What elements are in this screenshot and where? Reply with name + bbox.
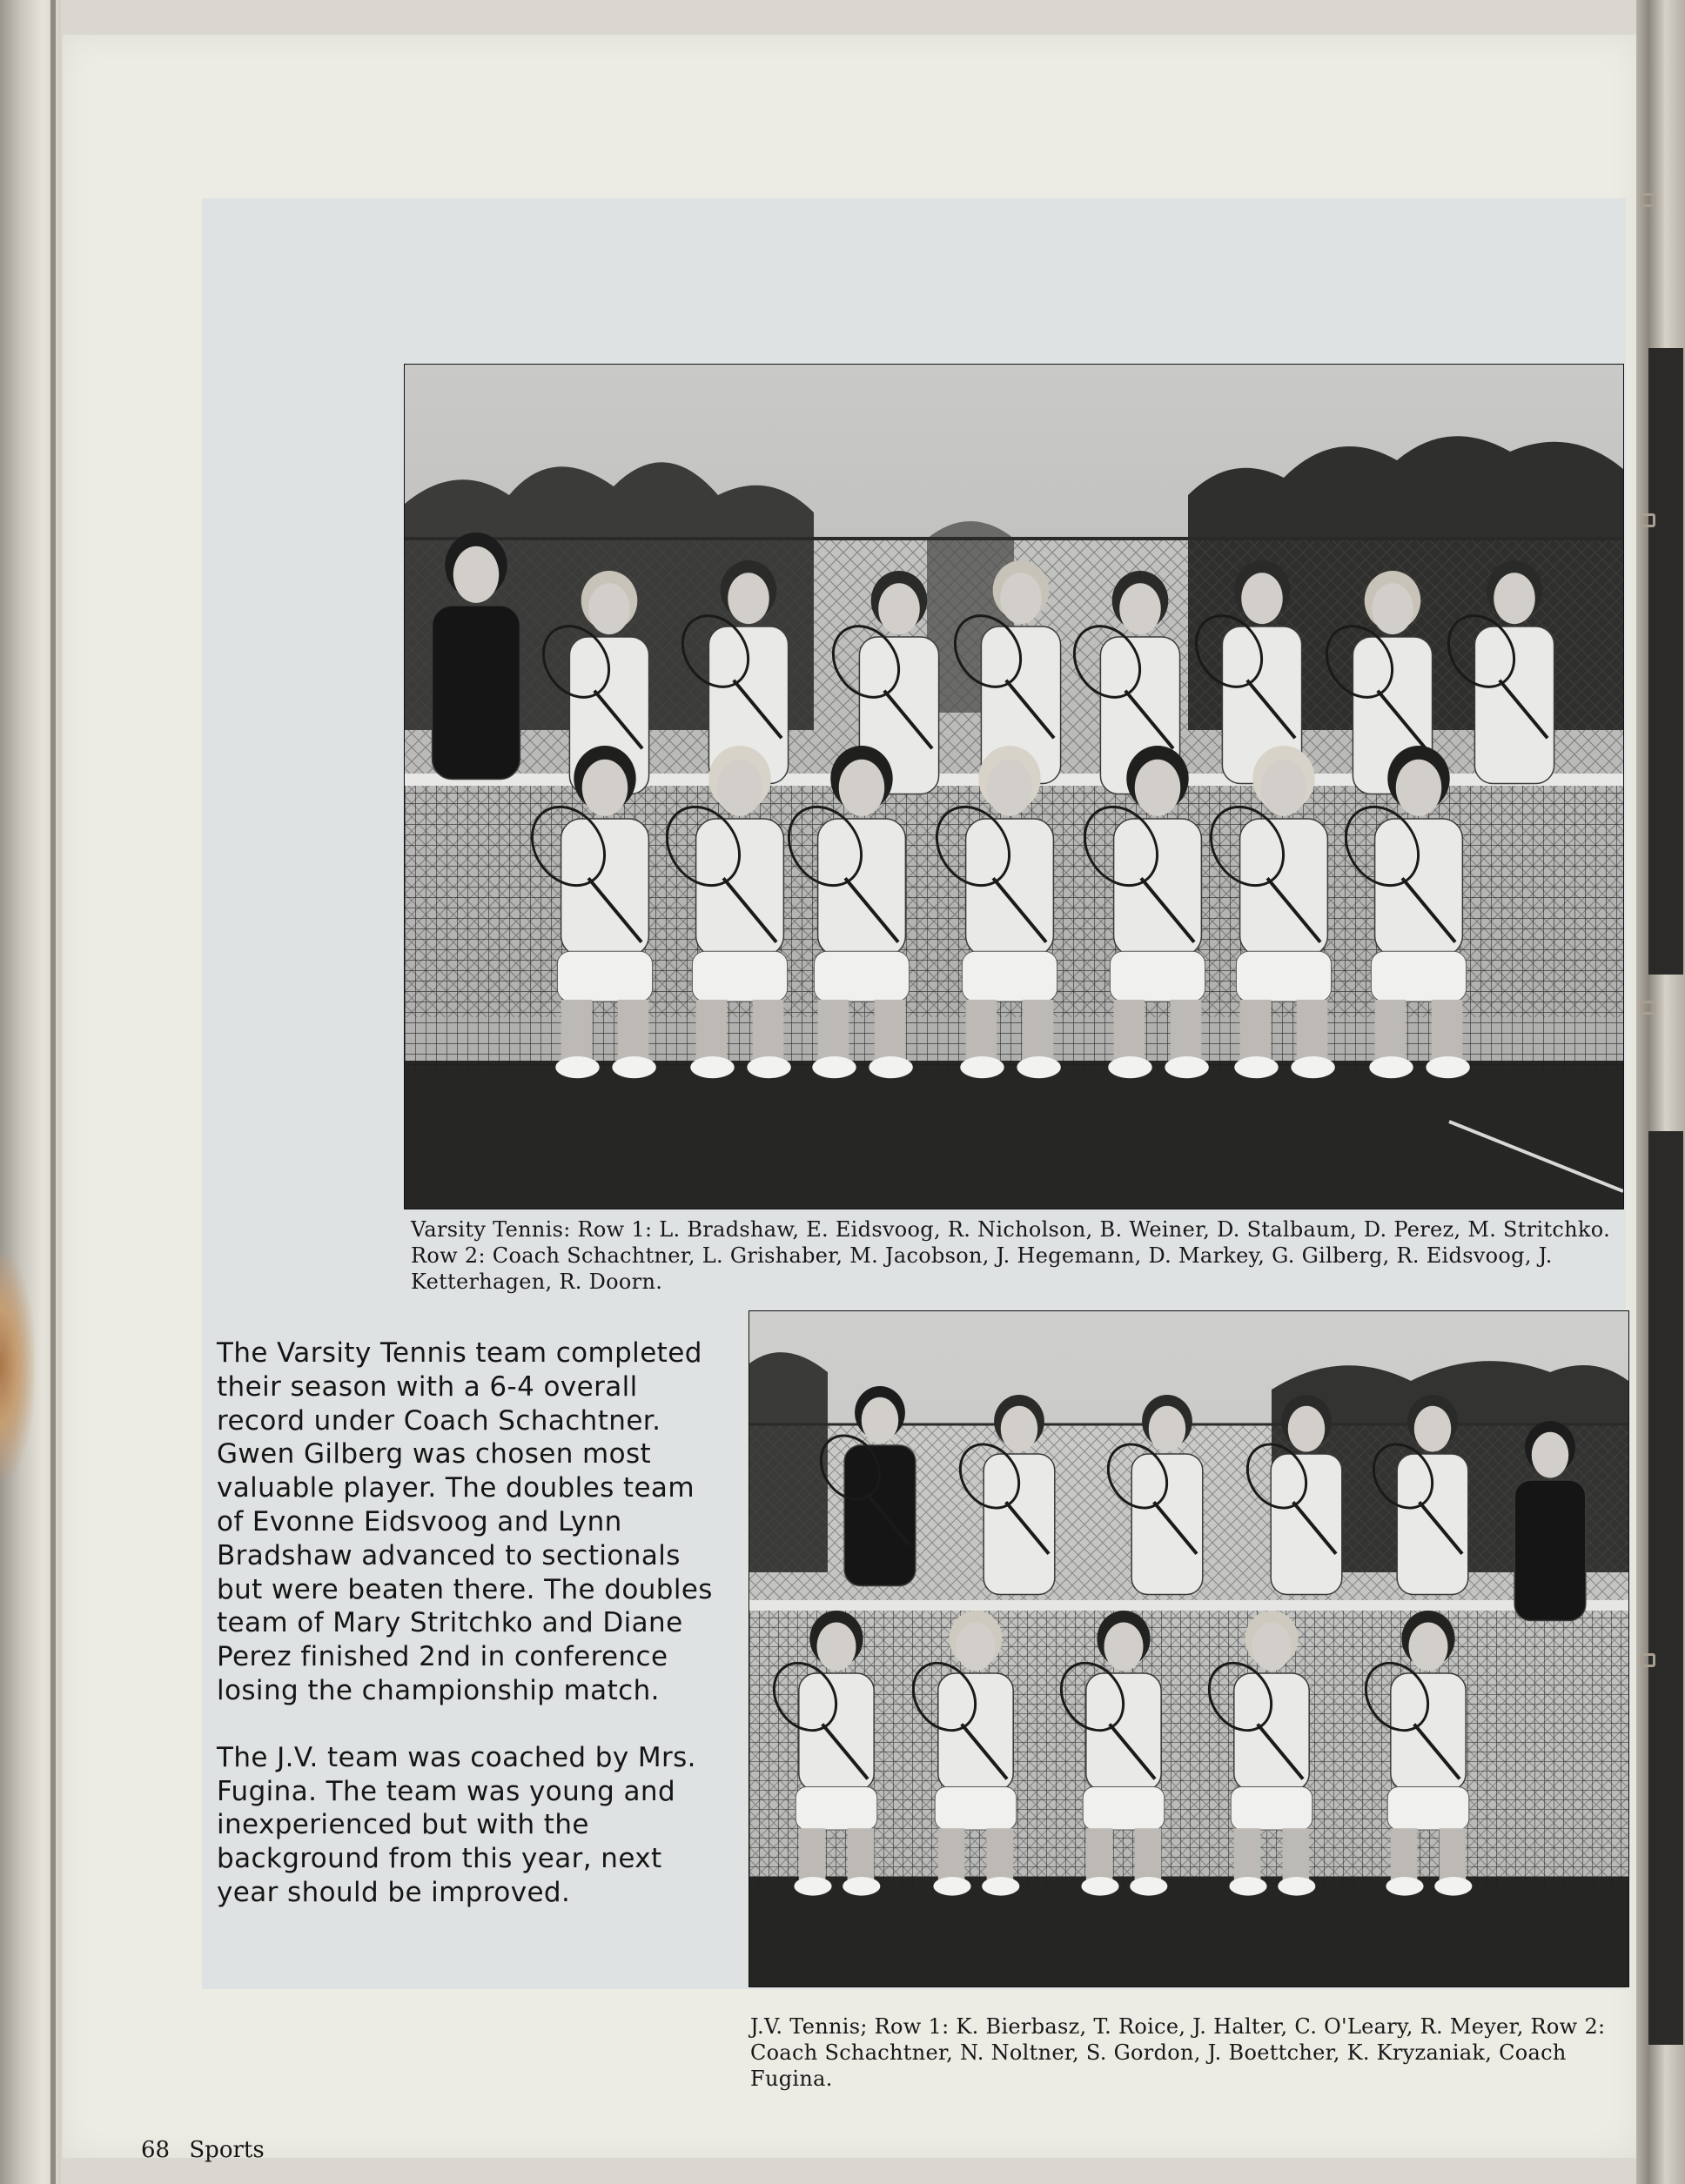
coach-figure: [1514, 1421, 1586, 1621]
page-footer: [141, 2137, 265, 2163]
staple: [1640, 1653, 1655, 1667]
book-spine-left: [0, 0, 61, 2184]
varsity-team-photo-image: [405, 365, 1623, 1209]
varsity-photo-caption: Varsity Tennis: Row 1: L. Bradshaw, E. Eidsvoog, R. Nicholson, B. Weiner, D. Stalbaum, D. Perez, M. Stritchko. Row 2: Coach Schachtner, L. Grishaber, M. Jacobson, J. Hegemann, D. Markey, G. Gilberg, R. Eidsvoog, J. Ketterhagen, R. Doorn.: [411, 1217, 1611, 1294]
facing-page-photo-strip: [1648, 348, 1683, 975]
staple: [1640, 1001, 1655, 1015]
coach-figure: [433, 533, 520, 780]
jv-team-photo: [749, 1310, 1629, 1987]
page-number: 68: [141, 2137, 171, 2163]
varsity-team-photo: [404, 364, 1624, 1209]
jv-photo-caption: J.V. Tennis; Row 1: K. Bierbasz, T. Roice, J. Halter, C. O'Leary, R. Meyer, Row 2: Coach Schachtner, N. Noltner, S. Gordon, J. Boettcher, K. Kryzaniak, Coach Fugina.: [750, 2014, 1606, 2091]
article-paragraph: The Varsity Tennis team completed their season with a 6-4 overall record under Coach Schachtner. Gwen Gilberg was chosen most valuable player. The doubles team of Evonne Eidsvoog and Lynn Bradshaw advanced to sectionals but were beaten there. The doubles team of Mary Stritchko and Diane Perez finished 2nd in conference losing the championship match.: [217, 1337, 713, 1706]
facing-page-edge: [1636, 0, 1685, 2184]
facing-page-photo-strip: [1648, 1131, 1683, 2045]
article-paragraph: The J.V. team was coached by Mrs. Fugina. The team was young and inexperienced but with the background from this year, next year should be improved.: [217, 1741, 696, 1908]
staple: [1640, 513, 1655, 527]
section-label: Sports: [189, 2137, 265, 2163]
staple: [1640, 193, 1655, 207]
article-body: [217, 1337, 722, 1910]
page-stain: [0, 1253, 35, 1479]
jv-team-photo-image: [749, 1311, 1628, 1986]
